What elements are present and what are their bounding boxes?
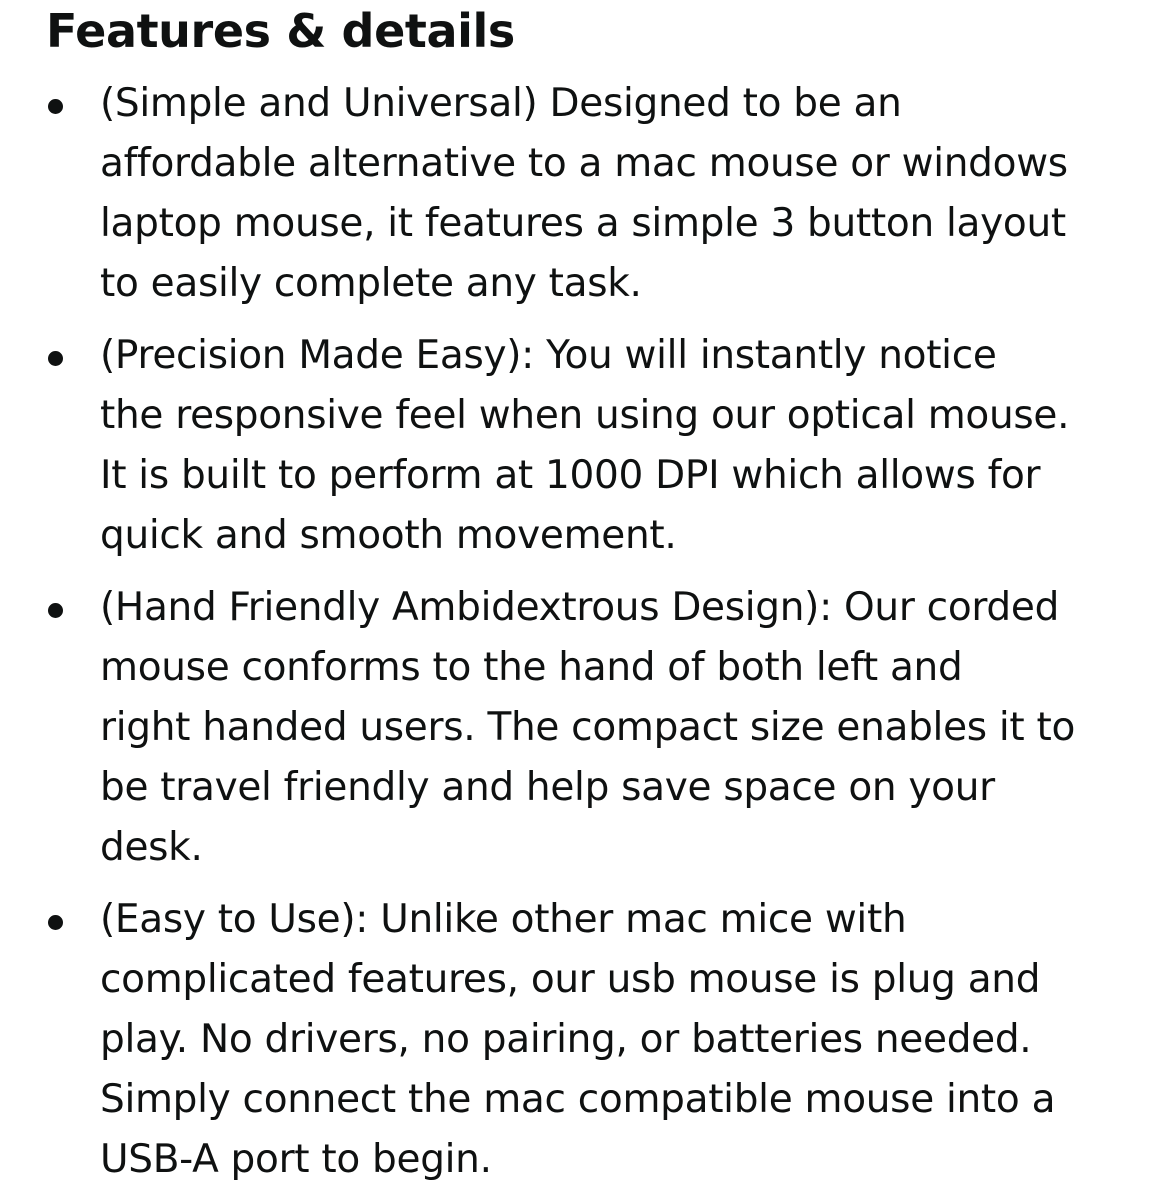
bullet-text-line: (Hand Friendly Ambidextrous Design): Our corded [100,585,1060,630]
bullet-text-line: desk. [100,825,203,870]
bullet-text-line: right handed users. The compact size enables it to [100,705,1076,750]
bullet-text-line: It is built to perform at 1000 DPI which allows for [100,453,1041,498]
bullet-text-line: complicated features, our usb mouse is plug and [100,957,1041,1002]
bullet-text-line: laptop mouse, it features a simple 3 button layout [100,201,1066,246]
bullet-text-line: affordable alternative to a mac mouse or windows [100,141,1068,186]
bullet-text-line: to easily complete any task. [100,261,642,306]
bullet-text-line: be travel friendly and help save space on your [100,765,995,810]
bullet-text-line: (Easy to Use): Unlike other mac mice with [100,897,907,942]
bullet-text-line: mouse conforms to the hand of both left and [100,645,963,690]
bullet-text-line: (Precision Made Easy): You will instantly notice [100,333,997,378]
bullet-point-icon [48,351,63,366]
section-heading: Features & details [46,4,515,58]
bullet-text-line: the responsive feel when using our optical mouse. [100,393,1070,438]
bullet-text-line: (Simple and Universal) Designed to be an [100,81,902,126]
bullet-text-line: play. No drivers, no pairing, or batteries needed. [100,1017,1032,1062]
bullet-text-line: USB-A port to begin. [100,1137,492,1182]
bullet-point-icon [48,915,63,930]
bullet-point-icon [48,603,63,618]
bullet-point-icon [48,99,63,114]
bullet-text-line: quick and smooth movement. [100,513,677,558]
bullet-text-line: Simply connect the mac compatible mouse into a [100,1077,1056,1122]
